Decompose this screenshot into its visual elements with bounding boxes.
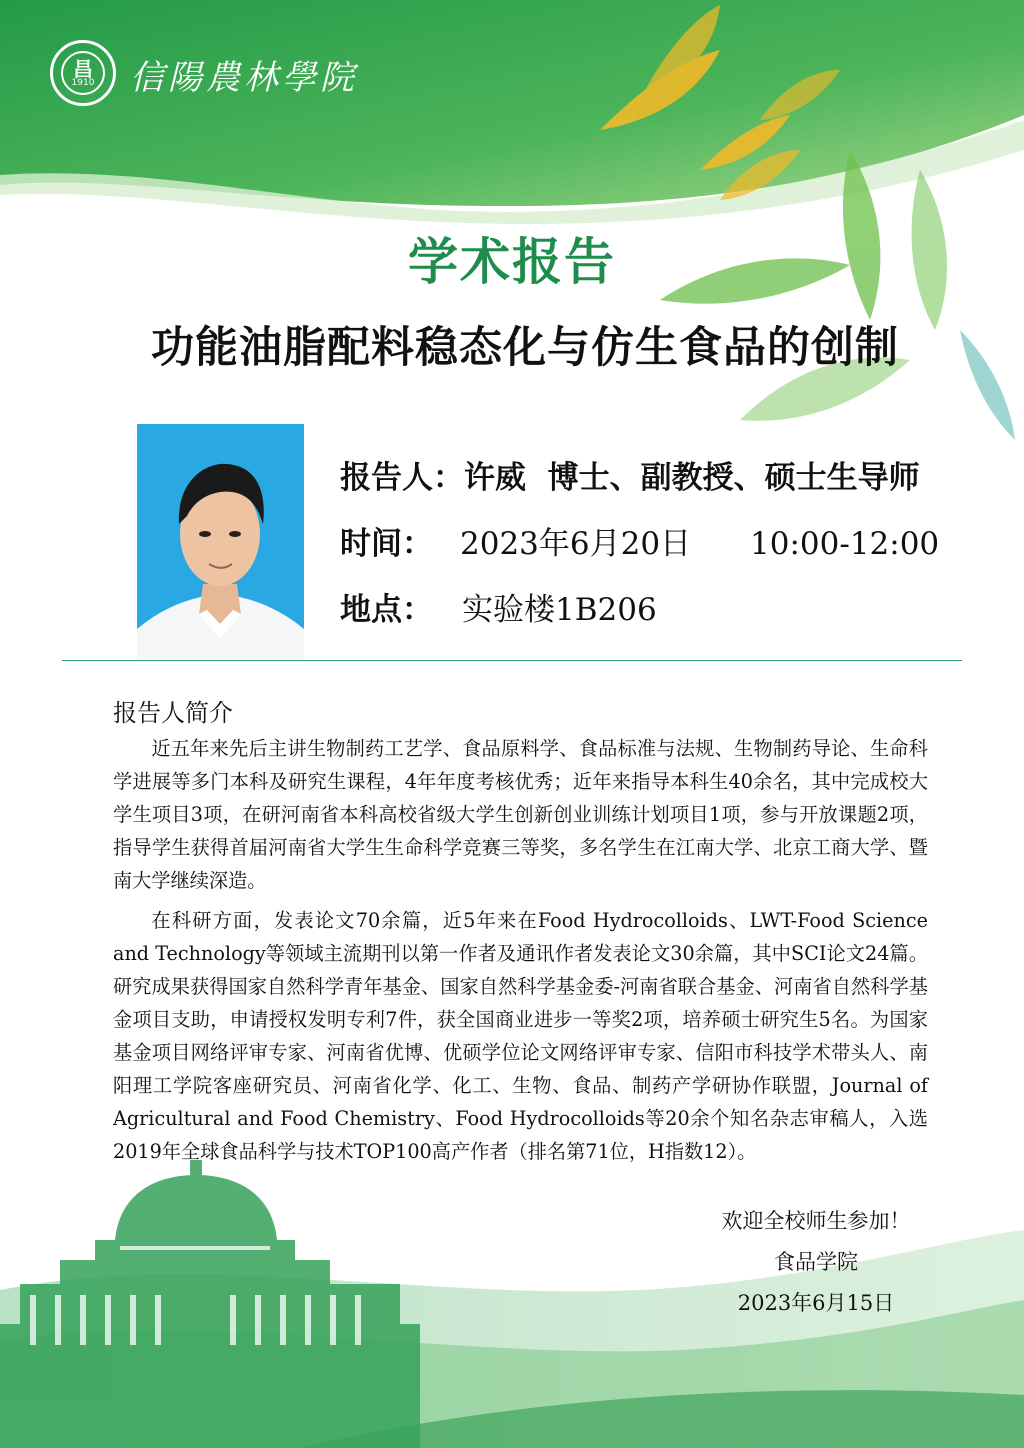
intro-heading: 报告人简介 (113, 699, 233, 727)
university-name: 信陽農林學院 (130, 58, 358, 98)
time-hours: 10:00-12:00 (750, 526, 940, 562)
section-divider (62, 660, 962, 661)
notice-date: 2023年6月15日 (737, 1291, 895, 1315)
speaker-row (340, 452, 920, 497)
university-seal-icon: 昌 1910 (50, 40, 116, 106)
speaker-photo (137, 424, 304, 660)
poster-heading: 学术报告 (408, 233, 616, 291)
venue-label: 地点： (340, 592, 433, 628)
intro-paragraph-research: 在科研方面，发表论文70余篇，近5年来在Food Hydrocolloids、LWT-Food Science and Technology等领域主流期刊以第一作者及通讯作者发表论文30余篇，其中SCI论文24篇。研究成果获得国家自然科学青年基金、国家自然科学基金委-河南省联合基金、河南省自然科学基金项目支助，申请授权发明专利7件，获全国商业进步一等奖2项，培养硕士研究生5名。为国家基金项目网络评审专家、河南省优博、优硕学位论文网络评审专家、信阳市科技学术带头人、南阳理工学院客座研究员、河南省化学、化工、生物、食品、制药产学研协作联盟，Journal of Agricultural and Food Chemistry、Food Hydrocolloids等20余个知名杂志审稿人，入选2019年全球食品科学与技术TOP100高产作者（排名第71位，H指数12）。 (113, 909, 928, 1163)
time-row (340, 518, 939, 563)
venue-value: 实验楼1B206 (462, 592, 657, 628)
organizer-text: 食品学院 (774, 1250, 858, 1274)
speaker-label: 报告人： (340, 460, 464, 496)
speaker-value: 许威 博士、副教授、硕士生导师 (464, 460, 920, 496)
intro-paragraph-teaching: 近五年来先后主讲生物制药工艺学、食品原料学、食品标准与法规、生物制药导论、生命科学进展等多门本科及研究生课程，4年年度考核优秀；近年来指导本科生40余名，其中完成校大学生项目3项，在研河南省本科高校省级大学生创新创业训练计划项目1项，参与开放课题2项，指导学生获得首届河南省大学生生命科学竞赛三等奖，多名学生在江南大学、北京工商大学、暨南大学继续深造。 (113, 737, 928, 892)
university-logo (50, 40, 358, 110)
time-label: 时间： (340, 526, 433, 562)
time-date: 2023年6月20日 (460, 526, 692, 562)
venue-row (340, 584, 657, 629)
report-topic: 功能油脂配料稳态化与仿生食品的创制 (151, 323, 899, 373)
welcome-text: 欢迎全校师生参加！ (721, 1209, 911, 1233)
